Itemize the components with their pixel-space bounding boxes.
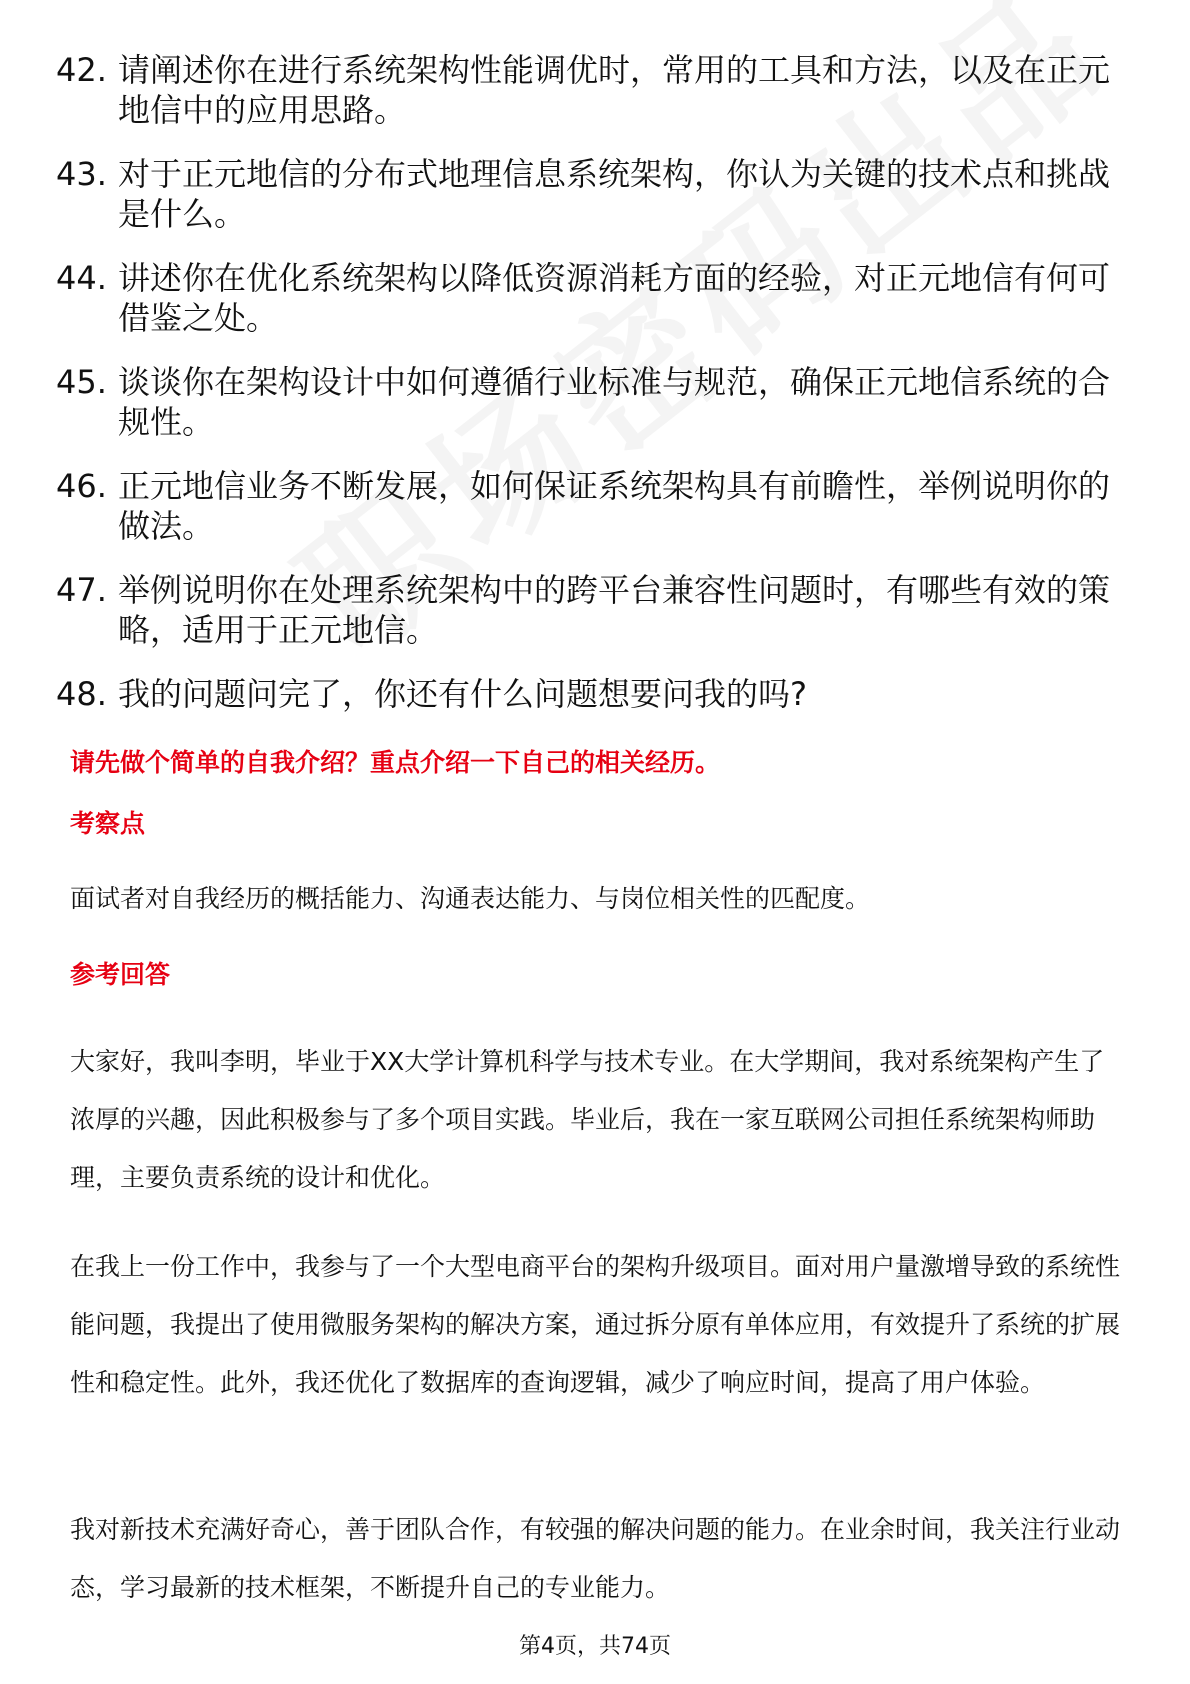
- question-text: 对于正元地信的分布式地理信息系统架构，你认为关键的技术点和挑战是什么。: [118, 155, 1111, 233]
- list-item: [56, 50, 1136, 130]
- question-number: 44.: [56, 259, 107, 297]
- question-text: 举例说明你在处理系统架构中的跨平台兼容性问题时，有哪些有效的策略，适用于正元地信。: [118, 571, 1111, 649]
- question-text: 谈谈你在架构设计中如何遵循行业标准与规范，确保正元地信系统的合规性。: [118, 363, 1111, 441]
- interview-question-heading: 请先做个简单的自我介绍？重点介绍一下自己的相关经历。: [70, 748, 721, 777]
- list-item: [56, 570, 1136, 650]
- list-item: [56, 466, 1136, 546]
- question-text: 请阐述你在进行系统架构性能调优时，常用的工具和方法，以及在正元地信中的应用思路。: [118, 51, 1111, 129]
- assessment-point-text: 面试者对自我经历的概括能力、沟通表达能力、与岗位相关性的匹配度。: [70, 884, 871, 913]
- question-number: 47.: [56, 571, 107, 609]
- page-footer: 第4页，共74页: [519, 1634, 671, 1659]
- question-number: 48.: [56, 675, 107, 713]
- question-text: 正元地信业务不断发展，如何保证系统架构具有前瞻性，举例说明你的做法。: [118, 467, 1111, 545]
- question-list: [56, 50, 1136, 738]
- list-item: [56, 258, 1136, 338]
- question-number: 45.: [56, 363, 107, 401]
- question-number: 43.: [56, 155, 107, 193]
- answer-paragraph: 大家好，我叫李明，毕业于XX大学计算机科学与技术专业。在大学期间，我对系统架构产生了浓厚的兴趣，因此积极参与了多个项目实践。毕业后，我在一家互联网公司担任系统架构师助理，主要负责系统的设计和优化。: [70, 1047, 1105, 1192]
- question-text: 我的问题问完了，你还有什么问题想要问我的吗?: [118, 675, 807, 713]
- answer-paragraph: 在我上一份工作中，我参与了一个大型电商平台的架构升级项目。面对用户量激增导致的系统性能问题，我提出了使用微服务架构的解决方案，通过拆分原有单体应用，有效提升了系统的扩展性和稳定性。此外，我还优化了数据库的查询逻辑，减少了响应时间，提高了用户体验。: [70, 1252, 1121, 1397]
- list-item: [56, 674, 1136, 714]
- list-item: [56, 154, 1136, 234]
- answer-paragraph: 我对新技术充满好奇心，善于团队合作，有较强的解决问题的能力。在业余时间，我关注行业动态，学习最新的技术框架，不断提升自己的专业能力。: [70, 1515, 1121, 1602]
- question-text: 讲述你在优化系统架构以降低资源消耗方面的经验，对正元地信有何可借鉴之处。: [118, 259, 1111, 337]
- list-item: [56, 362, 1136, 442]
- assessment-point-label: 考察点: [70, 809, 146, 838]
- question-number: 42.: [56, 51, 107, 89]
- question-number: 46.: [56, 467, 107, 505]
- reference-answer-label: 参考回答: [70, 960, 171, 989]
